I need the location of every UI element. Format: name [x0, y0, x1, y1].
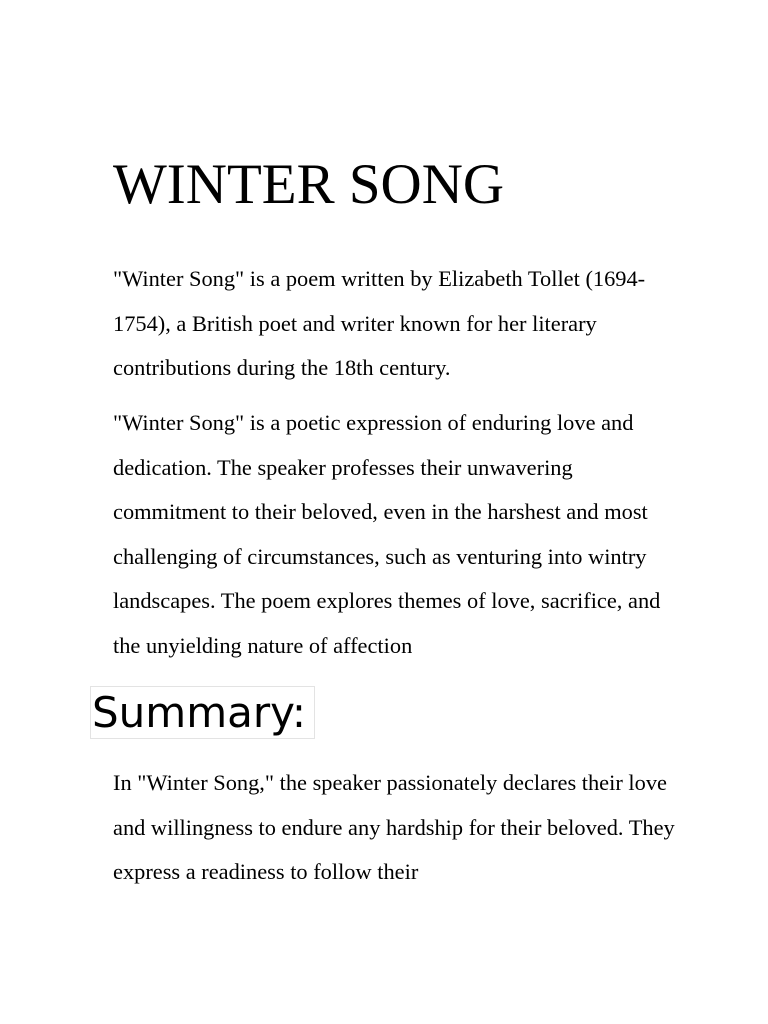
- summary-paragraph: In "Winter Song," the speaker passionately declares their love and willingness to endure any hardship for their beloved. They express a readiness to follow their: [113, 770, 675, 885]
- summary-heading: Summary:: [90, 686, 315, 739]
- document-title: WINTER SONG: [113, 153, 505, 216]
- intro-paragraph: "Winter Song" is a poem written by Elizabeth Tollet (1694-1754), a British poet and writer known for her literary contributions during the 18th century.: [113, 266, 646, 381]
- theme-paragraph: "Winter Song" is a poetic expression of enduring love and dedication. The speaker professes their unwavering commitment to their beloved, even in the harshest and most challenging of circumstances, such as venturing into wintry landscapes. The poem explores themes of love, sacrifice, and the unyielding nature of affection: [113, 410, 661, 658]
